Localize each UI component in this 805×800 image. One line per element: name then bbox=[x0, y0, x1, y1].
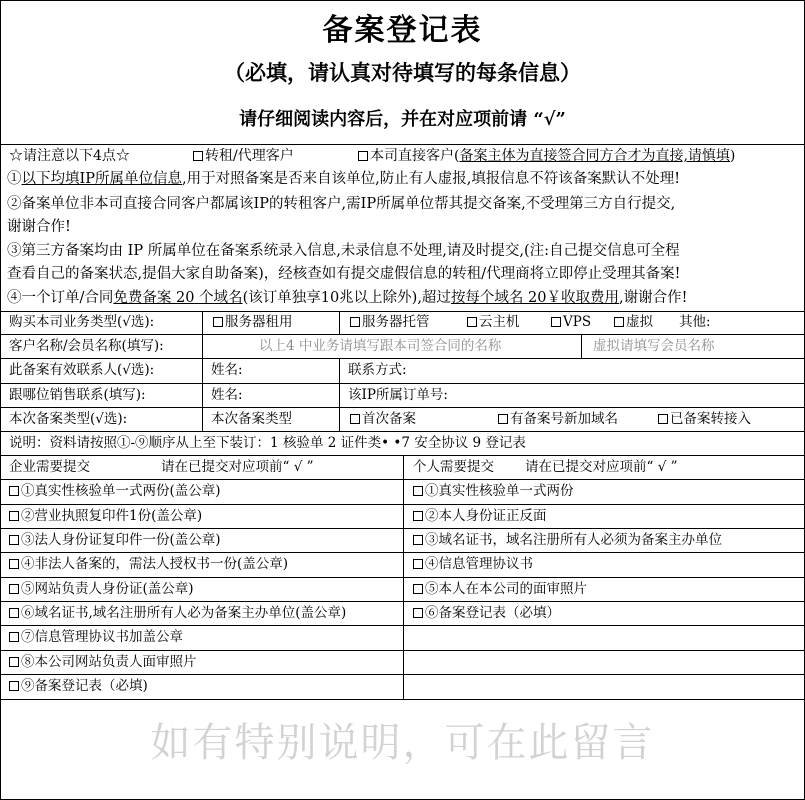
divider bbox=[403, 455, 404, 699]
checkbox-icon[interactable] bbox=[9, 486, 19, 496]
checkbox-icon[interactable] bbox=[9, 608, 19, 618]
divider bbox=[1, 407, 804, 408]
contact-phone-field[interactable]: 联系方式: bbox=[348, 362, 407, 378]
divider bbox=[202, 311, 203, 431]
divider bbox=[581, 334, 582, 358]
personal-item[interactable]: ⑤本人在本公司的面审照片 bbox=[413, 579, 587, 599]
service-type-label: 购买本司业务类型(√选): bbox=[9, 314, 155, 330]
instruction-line: 请仔细阅读内容后，并在对应项前请 “√” bbox=[239, 109, 566, 130]
checkbox-icon[interactable] bbox=[413, 535, 423, 545]
customer-label: 客户名称/会员名称(填写): bbox=[9, 338, 164, 354]
checkbox-icon[interactable] bbox=[413, 608, 423, 618]
checkbox-icon[interactable] bbox=[413, 584, 423, 594]
checkbox-icon[interactable] bbox=[358, 151, 368, 161]
page-title: 备案登记表 bbox=[322, 13, 483, 48]
checkbox-icon[interactable] bbox=[213, 317, 223, 327]
customer-name-field[interactable]: 以上4 中业务请填写跟本司签合同的名称 bbox=[259, 338, 502, 354]
checkbox-icon[interactable] bbox=[658, 414, 668, 424]
personal-item[interactable]: ②本人身份证正反面 bbox=[413, 506, 547, 526]
filing-option-first[interactable]: 首次备案 bbox=[350, 409, 416, 429]
service-option-hosting[interactable]: 服务器托管 bbox=[350, 312, 430, 332]
enterprise-item[interactable]: ①真实性核验单一式两份(盖公章) bbox=[9, 481, 221, 501]
personal-item[interactable]: ①真实性核验单一式两份 bbox=[413, 481, 574, 501]
divider bbox=[339, 311, 340, 334]
checkbox-icon[interactable] bbox=[9, 559, 19, 569]
checkbox-icon[interactable] bbox=[9, 535, 19, 545]
order-number-field[interactable]: 该IP所属订单号: bbox=[348, 387, 448, 403]
checkbox-icon[interactable] bbox=[413, 559, 423, 569]
enterprise-item[interactable]: ③法人身份证复印件一份(盖公章) bbox=[9, 530, 221, 550]
checkbox-icon[interactable] bbox=[350, 317, 360, 327]
binding-note: 说明：资料请按照①-⑨顺序从上至下装订：1 核验单 2 证件类• •7 安全协议 9 登记表 bbox=[9, 435, 526, 451]
divider bbox=[1, 144, 804, 145]
service-other-label: 其他: bbox=[679, 314, 711, 330]
enterprise-item[interactable]: ⑨备案登记表（必填) bbox=[9, 676, 148, 696]
notice-item-1: ①以下均填IP所属单位信息,用于对照备案是否来自该单位,防止有人虚报,填报信息不符该备案默认不处理! bbox=[7, 171, 681, 187]
member-name-field[interactable]: 虚拟请填写会员名称 bbox=[593, 338, 715, 354]
checkbox-icon[interactable] bbox=[467, 317, 477, 327]
notice-heading: ☆请注意以下4点☆ bbox=[9, 148, 130, 164]
direct-option[interactable]: 本司直接客户(备案主体为直接签合同方合才为直接,请慎填) bbox=[358, 146, 735, 166]
notice-item-3-cont: 查看自己的备案状态,提倡大家自助备案)，经核查如有提交虚假信息的转租/代理商将立即停止受理其备案! bbox=[7, 266, 681, 282]
enterprise-header: 企业需要提交 bbox=[9, 459, 90, 475]
notice-item-2-cont: 谢谢合作! bbox=[7, 219, 71, 235]
divider bbox=[1, 334, 804, 335]
service-option-virtual[interactable]: 虚拟 bbox=[614, 312, 653, 332]
personal-item[interactable]: ③域名证书，域名注册所有人必须为备案主办单位 bbox=[413, 530, 722, 550]
enterprise-item[interactable]: ④非法人备案的，需法人授权书一份(盖公章) bbox=[9, 554, 288, 574]
sales-name-field[interactable]: 姓名: bbox=[211, 387, 243, 403]
personal-item[interactable]: ④信息管理协议书 bbox=[413, 554, 533, 574]
checkbox-icon[interactable] bbox=[413, 486, 423, 496]
filing-type-value: 本次备案类型 bbox=[211, 411, 292, 427]
checkbox-icon[interactable] bbox=[9, 584, 19, 594]
checkbox-icon[interactable] bbox=[551, 317, 561, 327]
checkbox-icon[interactable] bbox=[413, 511, 423, 521]
checkbox-icon[interactable] bbox=[193, 151, 203, 161]
checkbox-icon[interactable] bbox=[9, 657, 19, 667]
enterprise-item[interactable]: ⑥域名证书,域名注册所有人必为备案主办单位(盖公章) bbox=[9, 603, 346, 623]
divider bbox=[1, 358, 804, 359]
remark-area[interactable]: 如有特别说明，可在此留言 bbox=[150, 720, 655, 766]
checkbox-icon[interactable] bbox=[9, 511, 19, 521]
contact-label: 此备案有效联系人(√选): bbox=[9, 362, 155, 378]
resell-option[interactable]: 转租/代理客户 bbox=[193, 146, 294, 166]
notice-item-4: ④一个订单/合同免费备案 20 个域名(该订单独享10兆以上除外),超过按每个域名 20￥收取费用,谢谢合作! bbox=[7, 290, 688, 306]
personal-item[interactable]: ⑥备案登记表（必填） bbox=[413, 603, 560, 623]
sales-label: 跟哪位销售联系(填写): bbox=[9, 387, 146, 403]
divider bbox=[1, 699, 804, 700]
enterprise-item[interactable]: ⑤网站负责人身份证(盖公章) bbox=[9, 579, 194, 599]
filing-option-transfer[interactable]: 已备案转接入 bbox=[658, 409, 751, 429]
personal-header: 个人需要提交 bbox=[413, 459, 494, 475]
filing-type-label: 本次备案类型(√选): bbox=[9, 411, 128, 427]
service-option-cloud[interactable]: 云主机 bbox=[467, 312, 520, 332]
divider bbox=[1, 383, 804, 384]
divider bbox=[1, 431, 804, 432]
service-option-rental[interactable]: 服务器租用 bbox=[213, 312, 293, 332]
checkbox-icon[interactable] bbox=[9, 681, 19, 691]
service-option-vps[interactable]: VPS bbox=[551, 312, 591, 332]
notice-item-2: ②备案单位非本司直接合同客户都属该IP的转租客户,需IP所属单位帮其提交备案,不受理第三方自行提交, bbox=[7, 196, 676, 212]
enterprise-header-note: 请在已提交对应项前“ √ ” bbox=[161, 459, 314, 475]
enterprise-item[interactable]: ⑦信息管理协议书加盖公章 bbox=[9, 627, 183, 647]
checkbox-icon[interactable] bbox=[614, 317, 624, 327]
divider bbox=[339, 407, 340, 431]
checkbox-icon[interactable] bbox=[350, 414, 360, 424]
enterprise-item[interactable]: ⑧本公司网站负责人面审照片 bbox=[9, 652, 197, 672]
personal-header-note: 请在已提交对应项前“ √ ” bbox=[525, 459, 678, 475]
contact-name-field[interactable]: 姓名: bbox=[211, 362, 243, 378]
checkbox-icon[interactable] bbox=[9, 632, 19, 642]
notice-item-3: ③第三方备案均由 IP 所属单位在备案系统录入信息,未录信息不处理,请及时提交,(注:自己提交信息可全程 bbox=[7, 243, 680, 259]
page-subtitle: （必填，请认真对待填写的每条信息） bbox=[224, 60, 581, 85]
divider bbox=[339, 358, 340, 407]
filing-option-new-domain[interactable]: 有备案号新加域名 bbox=[498, 409, 618, 429]
enterprise-item[interactable]: ②营业执照复印件1份(盖公章) bbox=[9, 506, 202, 526]
checkbox-icon[interactable] bbox=[498, 414, 508, 424]
